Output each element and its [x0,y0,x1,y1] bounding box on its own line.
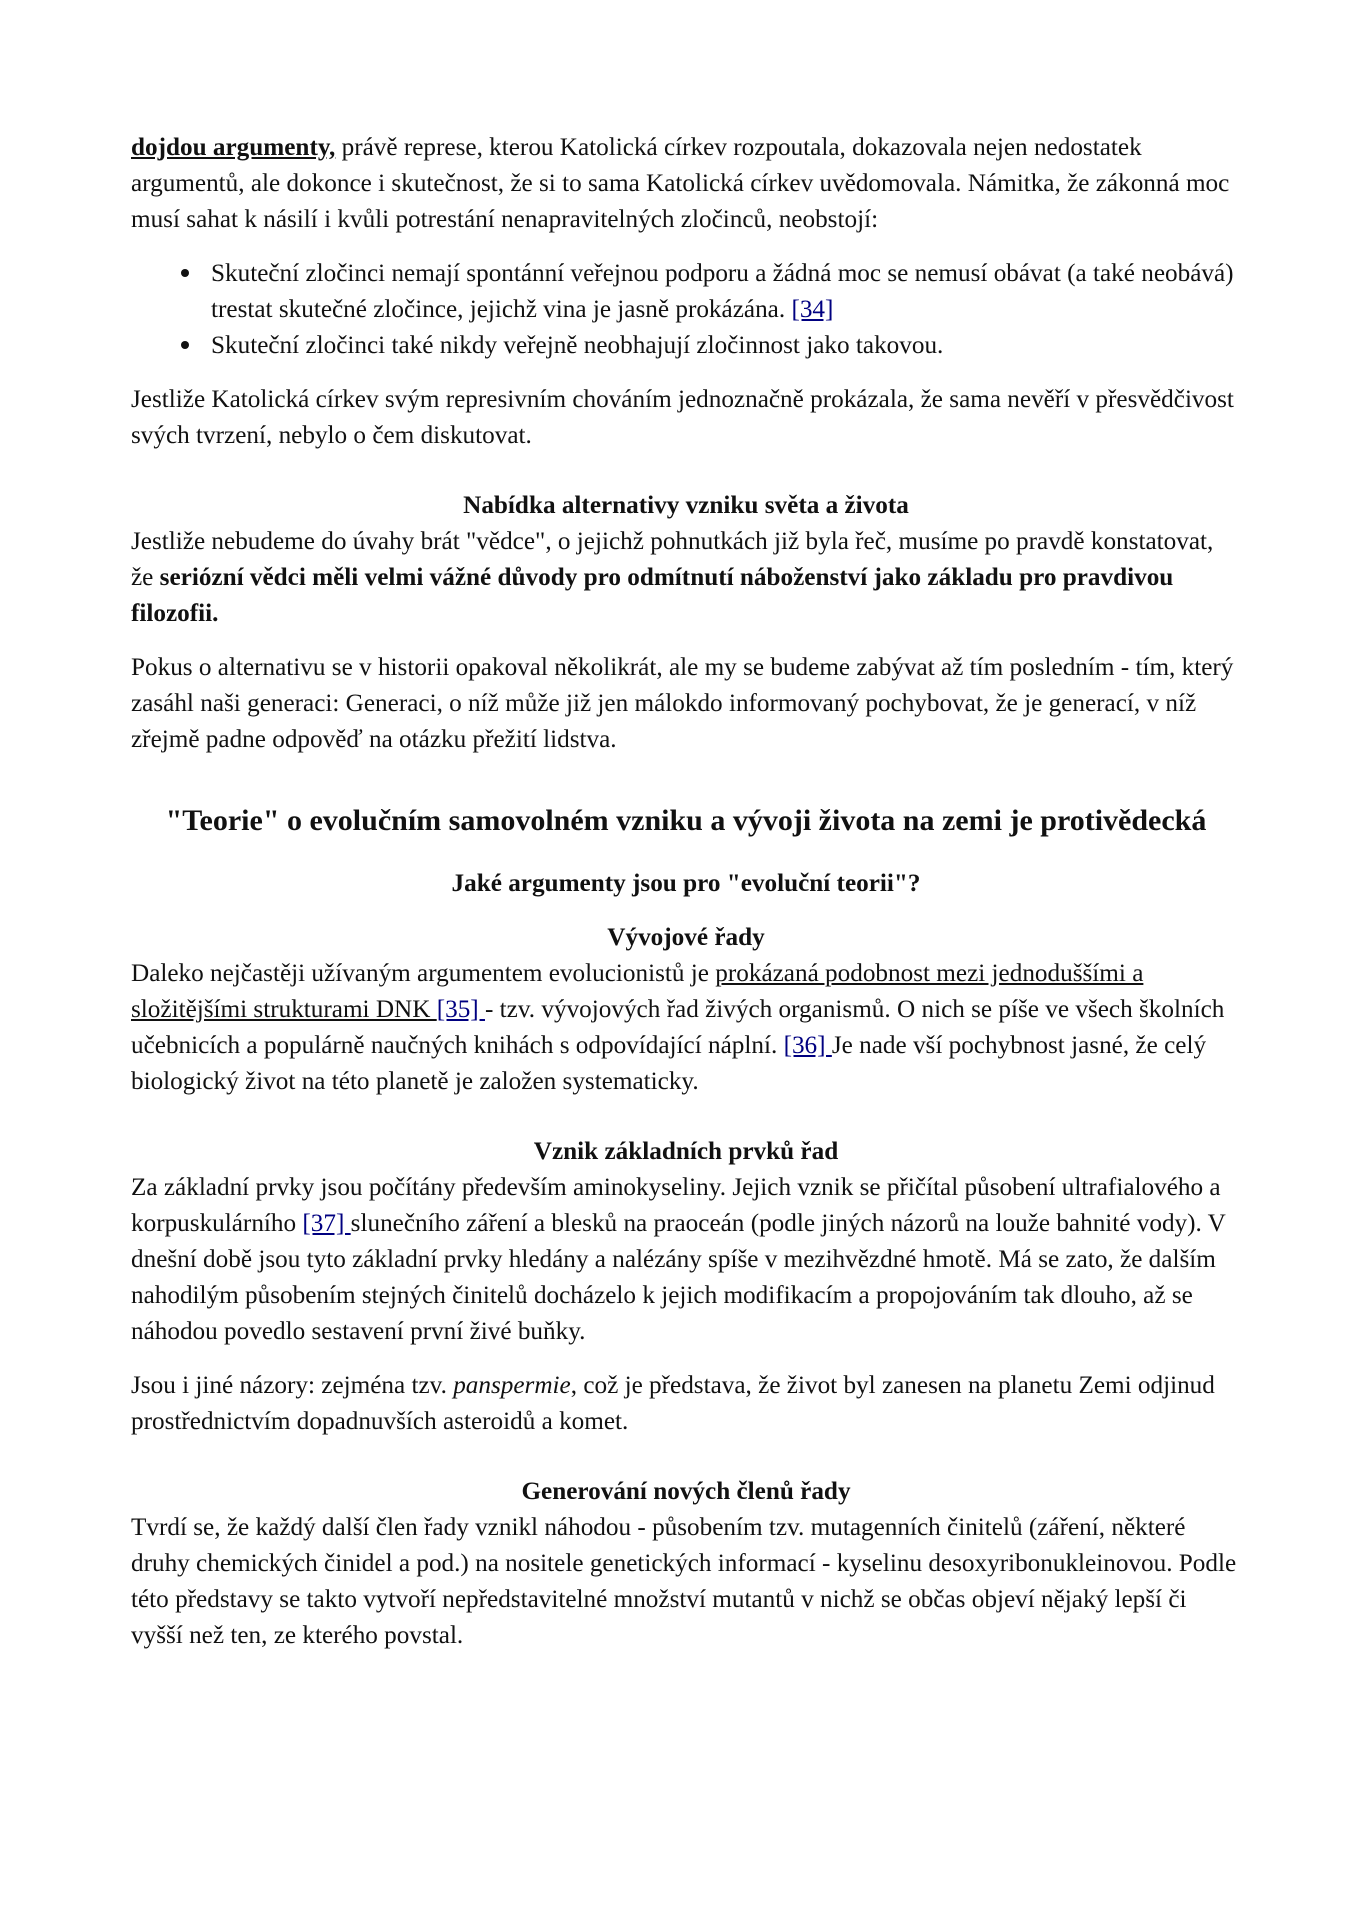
alternative-paragraph-1 [131,524,1241,632]
basic-elements-text-end: slunečního záření a blesků na praoceán (podle jiných názorů na louže bahnité vody). V dnešní době jsou tyto základní prvky hledány a nalézány spíše v mezihvězdné hmotě. Má se zato, že dalším nahodilým působením stejných činitelů docházelo k jejich modifikacím a propojováním tak dlouho, až se náhodou povedlo sestavení první živé buňky. [131,1210,1226,1345]
new-members-paragraph: Tvrdí se, že každý další člen řady vznikl náhodou - působením tzv. mutagenních činitelů (záření, některé druhy chemických činidel a pod.) na nositele genetických informací - kyselinu desoxyribonukleinovou. Podle této představy se takto vytvoří nepředstavitelné množství mutantů v nichž se občas objeví nějaký lepší či vyšší než ten, ze kterého povstal. [131,1514,1237,1649]
alternative-bold-text: seriózní vědci měli velmi vážné důvody pro odmítnutí náboženství jako základu pro pravdivou filozofii. [131,564,1174,627]
series-text-start: Daleko nejčastěji užívaným argumentem evolucionistů je [131,960,716,987]
subheading-arguments: Jaké argumenty jsou pro "evoluční teorii"? [451,870,921,897]
footnote-link-36[interactable]: [36] [783,1032,832,1059]
bullet-text: Skuteční zločinci také nikdy veřejně neobhajují zločinnost jako takovou. [211,332,944,359]
conclusion-paragraph: Jestliže Katolická církev svým represivním chováním jednoznačně prokázala, že sama nevěří v přesvědčivost svých tvrzení, nebylo o čem diskutovat. [131,386,1234,449]
alternative-paragraph-2: Pokus o alternativu se v historii opakoval několikrát, ale my se budeme zabývat až tím posledním - tím, který zasáhl naši generaci: Generaci, o níž může již jen málokdo informovaný pochybovat, že je generací, v níž zřejmě padne odpověď na otázku přežití lidstva. [131,654,1234,753]
series-paragraph [131,956,1241,1100]
bullet-text: Skuteční zločinci nemají spontánní veřejnou podporu a žádná moc se nemusí obávat (a také neobává) trestat skutečné zločince, jejichž vina je jasně prokázána. [211,260,1234,323]
main-heading: "Teorie" o evolučním samovolném vzniku a vývoji života na zemi je protivědecká [165,804,1207,837]
series-underlined-text: prokázaná podobnost mezi jednoduššími a složitějšími strukturami DNK [131,960,1144,1023]
series-text-end: Je nade vší pochybnost jasné, že celý biologický život na této planetě je založen systematicky. [131,1032,1207,1095]
footnote-link-37[interactable]: [37] [302,1210,351,1237]
intro-lead-bold: dojdou argumenty, [131,134,336,161]
intro-text: právě represe, kterou Katolická církev rozpoutala, dokazovala nejen nedostatek argumentů, ale dokonce i skutečnost, že si to sama Katolická církev uvědomovala. Námitka, že zákonná moc musí sahat k násilí i kvůli potrestání nenapravitelných zločinců, neobstojí: [131,134,1230,233]
bullet-dot-icon [181,341,189,349]
alternative-text: Jestliže nebudeme do úvahy brát "vědce", o jejichž pohnutkách již byla řeč, musíme po pravdě konstatovat, že [131,528,1214,591]
bullet-dot-icon [181,269,189,277]
series-text-middle: - tzv. vývojových řad živých organismů. O nich se píše ve všech školních učebnicích a populárně naučných knihách s odpovídající náplní. [131,996,1225,1059]
section-heading-series: Vývojové řady [607,924,765,951]
bullet-item [211,328,1241,364]
section-heading-alternative: Nabídka alternativy vzniku světa a života [463,492,909,519]
basic-elements-paragraph-2 [131,1368,1241,1440]
footnote-link-35[interactable]: [35] [436,996,485,1023]
basic-elements-paragraph-1 [131,1170,1241,1350]
section-heading-new-members: Generování nových členů řady [521,1478,851,1505]
document-page [131,130,1241,1672]
intro-paragraph [131,130,1241,238]
section-heading-basic-elements: Vznik základních prvků řad [533,1138,839,1165]
bullet-list [131,256,1241,364]
basic-elements-text-start: Za základní prvky jsou počítány především aminokyseliny. Jejich vznik se přičítal působení ultrafialového a korpuskulárního [131,1174,1221,1237]
footnote-link-34[interactable]: [34] [791,296,834,323]
panspermie-text-start: Jsou i jiné názory: zejména tzv. [131,1372,454,1399]
panspermie-italic: panspermie [453,1372,571,1399]
panspermie-text-end: , což je představa, že život byl zanesen na planetu Zemi odjinud prostřednictvím dopadnuvších asteroidů a komet. [131,1372,1215,1435]
bullet-item [211,256,1241,328]
